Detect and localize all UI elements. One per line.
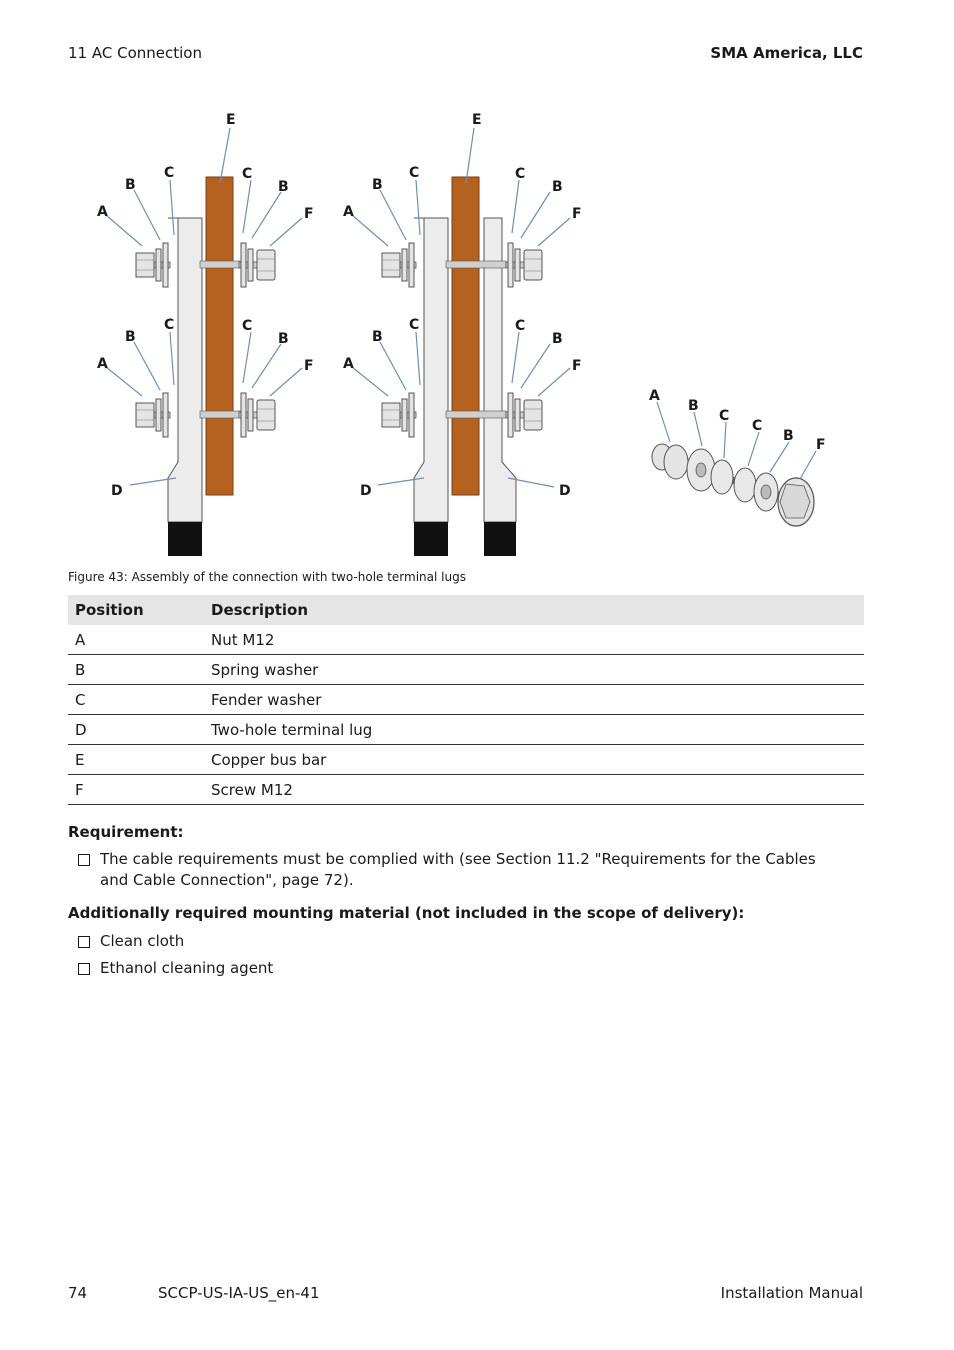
- callout-c: C: [242, 166, 253, 182]
- callout-f: F: [572, 358, 582, 374]
- position-cell: B: [68, 655, 204, 685]
- callout-b: B: [688, 398, 699, 414]
- cable-end-left: [414, 522, 448, 556]
- callout-e: E: [226, 112, 236, 128]
- callout-a: A: [97, 204, 108, 220]
- callout-d: D: [559, 483, 571, 499]
- position-cell: C: [68, 685, 204, 715]
- checkbox-icon: [78, 963, 90, 975]
- callout-a: A: [649, 388, 660, 404]
- position-cell: A: [68, 625, 204, 655]
- callout-f: F: [816, 437, 826, 453]
- callout-a: A: [343, 356, 354, 372]
- copper-bus-bar-middle: [452, 177, 479, 495]
- description-cell: Screw M12: [204, 775, 864, 805]
- assembly-illustration: [60, 100, 860, 565]
- checklist-text: The cable requirements must be complied with (see Section 11.2 "Requirements for the Cables and Cable Connection", page 72).: [100, 850, 816, 889]
- copper-bus-bar: [206, 177, 233, 495]
- column-header-description: Description: [204, 595, 864, 625]
- requirement-heading: Requirement:: [68, 823, 184, 841]
- callout-c: C: [242, 318, 253, 334]
- callout-f: F: [304, 206, 314, 222]
- description-cell: Nut M12: [204, 625, 864, 655]
- manual-title: Installation Manual: [720, 1284, 863, 1302]
- callout-a: A: [97, 356, 108, 372]
- column-header-position: Position: [68, 595, 204, 625]
- position-cell: D: [68, 715, 204, 745]
- checklist-item: [78, 958, 273, 979]
- callout-c: C: [752, 418, 763, 434]
- callout-c: C: [164, 317, 175, 333]
- callout-b: B: [783, 428, 794, 444]
- assembly-double-lug: [382, 177, 542, 556]
- table-row: [68, 715, 864, 745]
- page-number: 74: [68, 1284, 88, 1302]
- callout-b: B: [552, 179, 563, 195]
- callout-b: B: [125, 177, 136, 193]
- header-company: SMA America, LLC: [710, 44, 863, 62]
- table-row: [68, 625, 864, 655]
- callout-b: B: [125, 329, 136, 345]
- header-section: 11 AC Connection: [68, 44, 202, 62]
- table-header-row: [68, 595, 864, 625]
- description-cell: Fender washer: [204, 685, 864, 715]
- callout-c: C: [164, 165, 175, 181]
- exploded-bolt-view: [652, 444, 814, 526]
- document-code: SCCP-US-IA-US_en-41: [158, 1284, 320, 1302]
- checkbox-icon: [78, 936, 90, 948]
- callout-c: C: [515, 318, 526, 334]
- callout-b: B: [278, 331, 289, 347]
- assembly-figure: [60, 100, 860, 565]
- table-row: [68, 745, 864, 775]
- callout-e: E: [472, 112, 482, 128]
- callout-b: B: [372, 177, 383, 193]
- position-cell: E: [68, 745, 204, 775]
- description-cell: Spring washer: [204, 655, 864, 685]
- table-row: [68, 775, 864, 805]
- callout-f: F: [572, 206, 582, 222]
- callout-b: B: [552, 331, 563, 347]
- figure-caption: Figure 43: Assembly of the connection with two-hole terminal lugs: [68, 570, 466, 584]
- table-row: [68, 685, 864, 715]
- callout-c: C: [409, 317, 420, 333]
- material-heading: Additionally required mounting material (not included in the scope of delivery):: [68, 904, 745, 922]
- checklist-item: [78, 931, 184, 952]
- callout-d: D: [360, 483, 372, 499]
- callout-b: B: [372, 329, 383, 345]
- checklist-text: Clean cloth: [100, 932, 185, 950]
- table-row: [68, 655, 864, 685]
- position-cell: F: [68, 775, 204, 805]
- callout-f: F: [304, 358, 314, 374]
- callout-b: B: [278, 179, 289, 195]
- description-cell: Copper bus bar: [204, 745, 864, 775]
- callout-c: C: [515, 166, 526, 182]
- callout-c: C: [409, 165, 420, 181]
- cable-end-right: [484, 522, 516, 556]
- position-table: [68, 595, 864, 805]
- callout-c: C: [719, 408, 730, 424]
- callout-d: D: [111, 483, 123, 499]
- callout-a: A: [343, 204, 354, 220]
- checklist-item: [78, 849, 838, 891]
- cable-end: [168, 522, 202, 556]
- checklist-text: Ethanol cleaning agent: [100, 959, 274, 977]
- description-cell: Two-hole terminal lug: [204, 715, 864, 745]
- checkbox-icon: [78, 854, 90, 866]
